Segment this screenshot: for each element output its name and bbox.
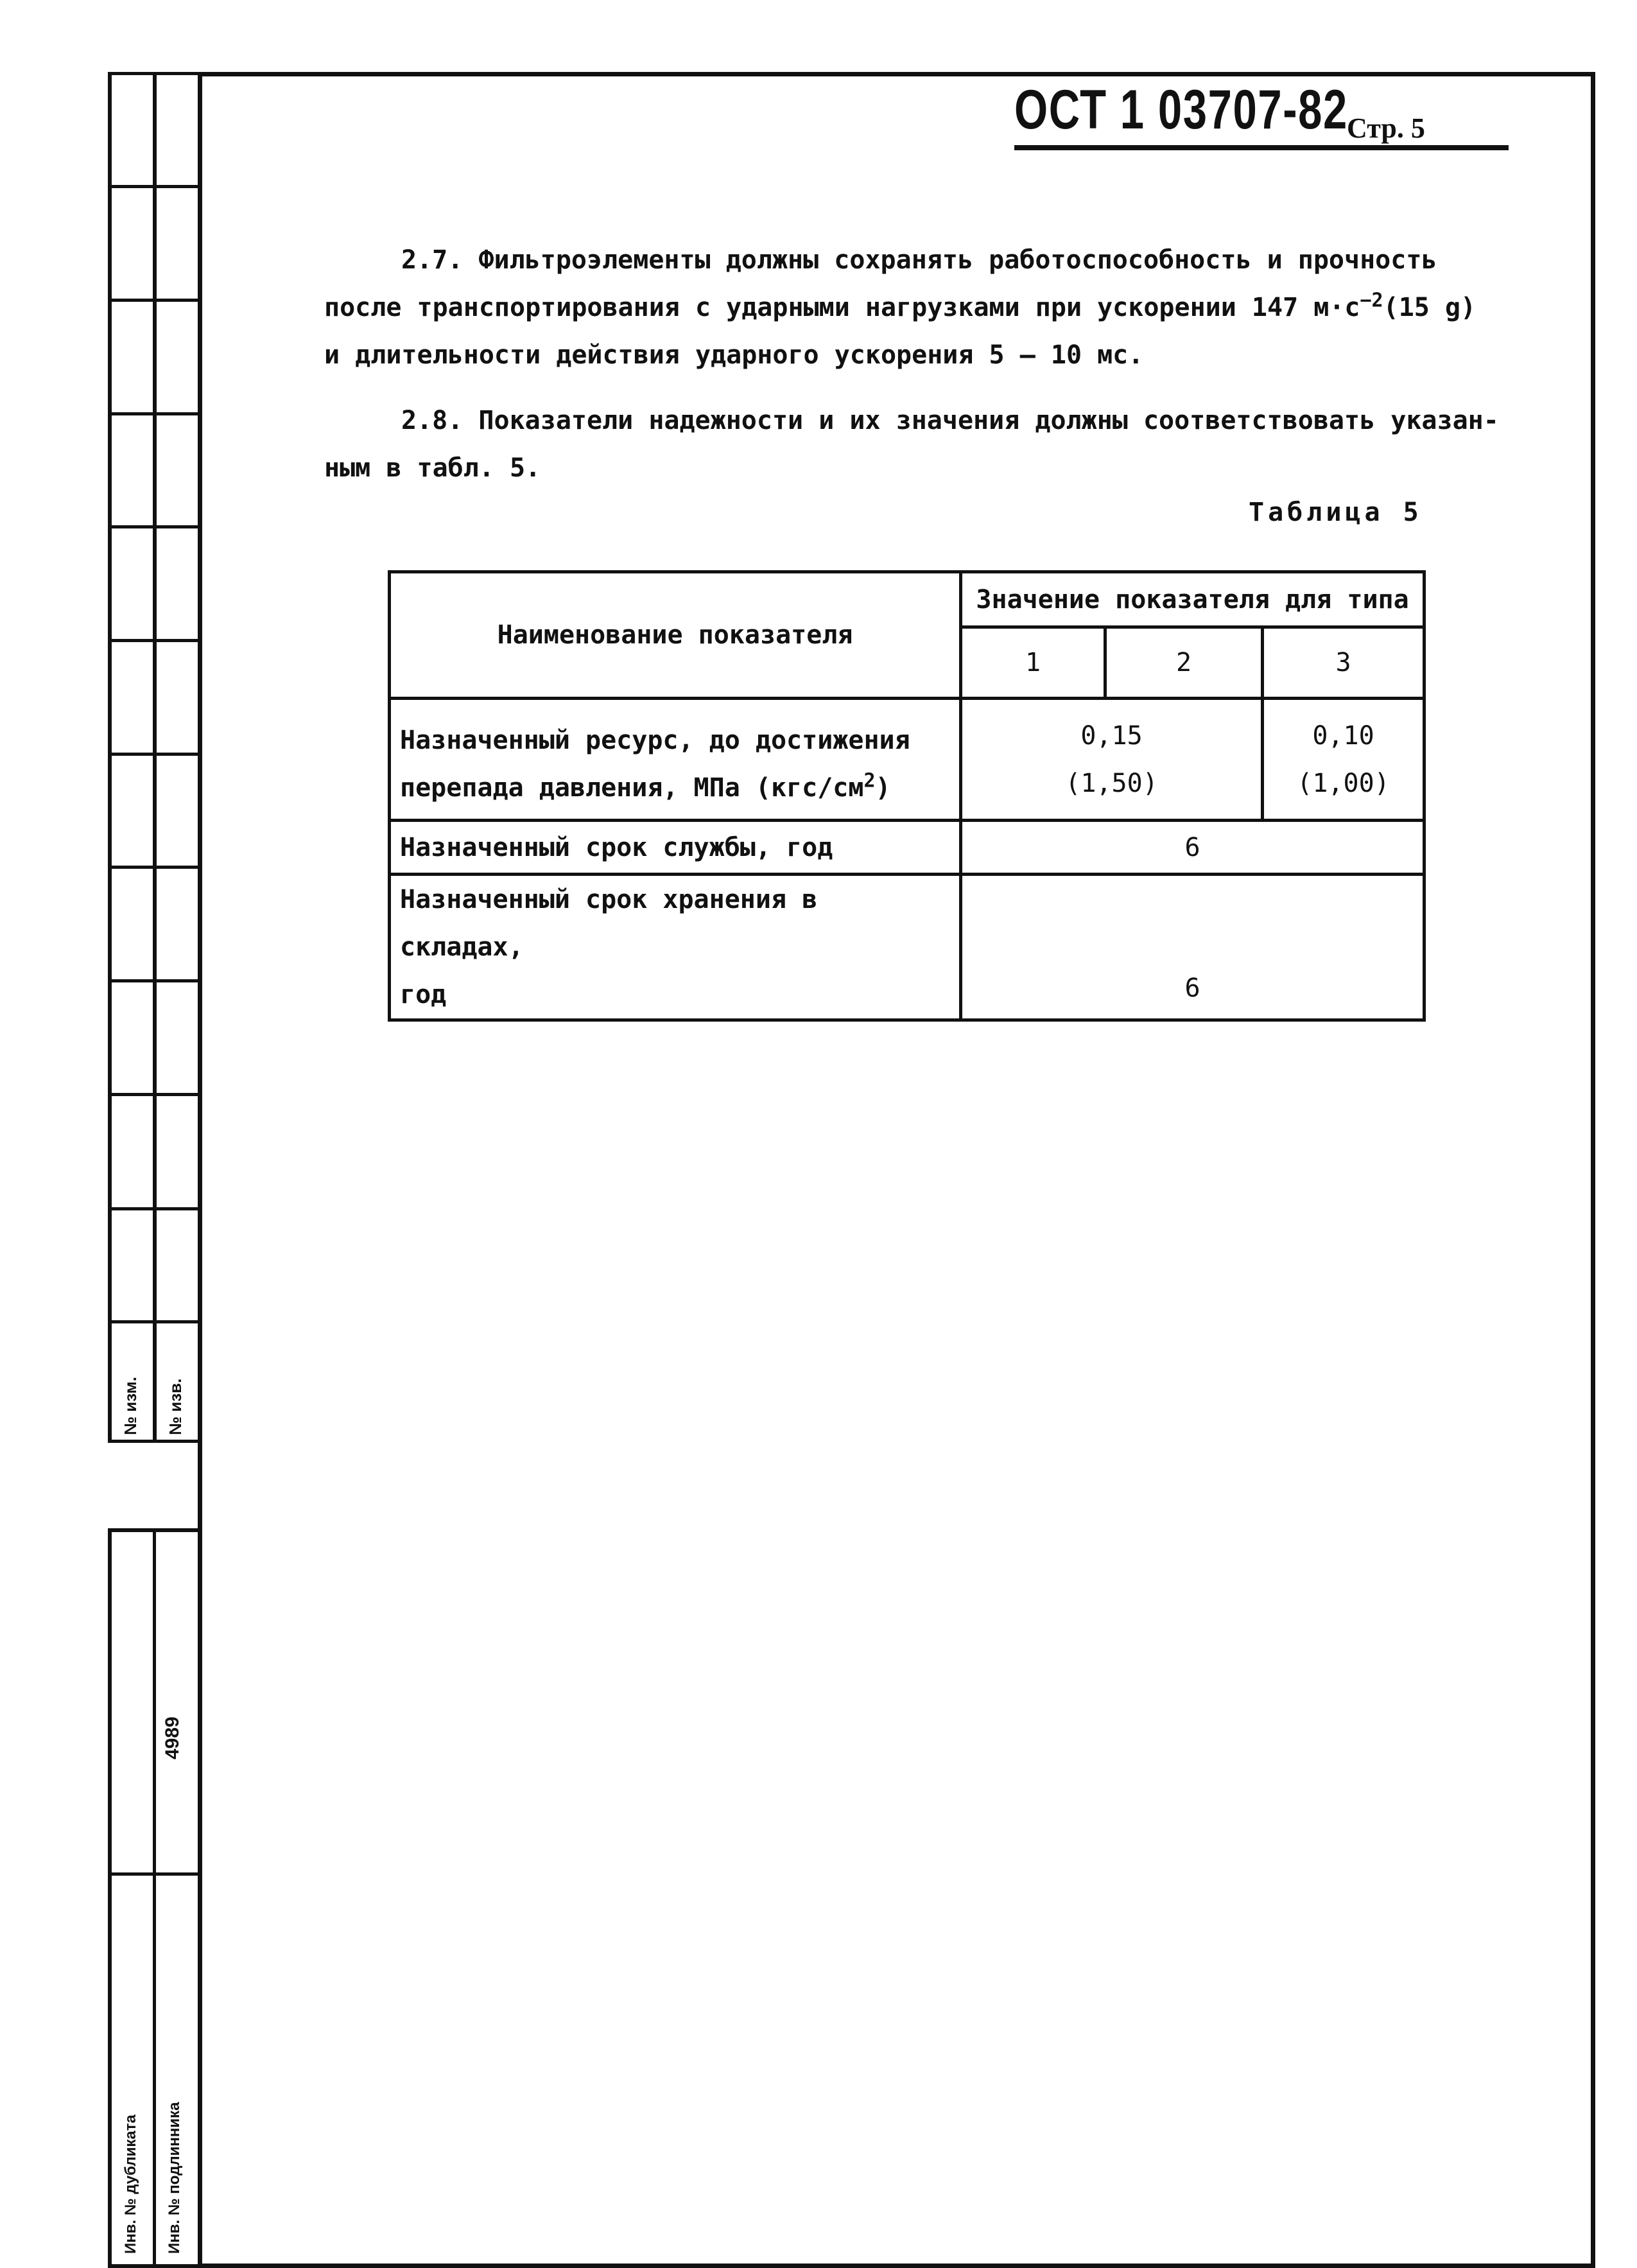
table-header-row [390,572,1425,627]
document-header [1014,78,1442,142]
text: ным в табл. 5. [324,453,541,483]
row-name [390,875,961,1020]
row-name: Назначенный срок службы, год [390,821,961,875]
text-line [324,284,1499,331]
paragraph-2-7 [324,236,1499,379]
strip-label-change-no: № изм. [121,1377,140,1435]
strip-divider [108,72,198,75]
binding-strip-column-2 [153,72,198,1443]
document-code: ОСТ 1 03707-82 [1014,79,1348,141]
strip-divider [108,412,198,415]
header-type-3: 3 [1263,627,1425,699]
reliability-table [388,570,1426,1022]
strip-divider [108,185,198,188]
header-indicator-name: Наименование показателя [390,572,961,699]
strip-divider [108,979,198,982]
paragraph-2-8 [324,397,1499,492]
value: (1,00) [1297,768,1390,798]
value: 0,10 [1312,720,1374,751]
text: год [400,980,447,1009]
value: 0,15 [1080,720,1143,751]
strip-divider [112,1872,202,1876]
row-name [390,699,961,821]
text: после транспортирования с ударными нагрузками при ускорении 147 м·с [324,293,1360,322]
page-number: Стр. 5 [1347,112,1425,144]
strip-label-duplicate-inv: Инв. № дубликата [122,2115,139,2254]
strip-divider [108,1320,198,1323]
strip-number: 4989 [162,1716,183,1759]
strip-label-original-inv: Инв. № подлинника [166,2102,183,2254]
header-indicator-value: Значение показателя для типа [961,572,1425,627]
row-value-type-3 [1263,699,1425,821]
text-line [324,397,1499,444]
strip-bottom-divider [153,1532,156,2264]
text: и длительности действия ударного ускорения 5 – 10 мс. [324,340,1144,370]
text: 2.7. Фильтроэлементы должны сохранять работоспособность и прочность [401,245,1437,275]
row-value: 6 [961,875,1425,1020]
header-type-2: 2 [1105,627,1263,699]
strip-divider [108,299,198,302]
text: перепада давления, МПа (кгс/см [400,772,864,803]
row-value-types-1-2 [961,699,1263,821]
header-underline [1014,145,1509,150]
strip-divider [108,1093,198,1096]
header-type-1: 1 [961,627,1105,699]
table-row [390,699,1425,821]
strip-divider [108,1207,198,1210]
text-line [324,331,1499,379]
strip-divider [108,525,198,528]
binding-strip-column-1 [108,72,153,1443]
text-line [324,236,1499,284]
text: (15 g) [1383,293,1477,322]
text-line [324,444,1499,492]
strip-divider [108,753,198,756]
value: (1,50) [1065,768,1158,798]
text: Назначенный срок хранения в складах, [400,885,818,962]
table-row [390,821,1425,875]
strip-divider [108,866,198,869]
text: Назначенный ресурс, до достижения [400,725,910,755]
table-caption: Таблица 5 [1249,498,1423,527]
superscript: 2 [863,769,876,792]
table-row [390,875,1425,1020]
binding-strip-bottom [108,1528,198,2268]
text: ) [875,772,891,803]
strip-divider [108,639,198,642]
strip-label-notice-no: № изв. [166,1378,185,1435]
text: 2.8. Показатели надежности и их значения должны соответствовать указан- [401,406,1499,435]
strip-divider [108,1440,198,1443]
superscript: −2 [1360,289,1383,312]
row-value: 6 [961,821,1425,875]
